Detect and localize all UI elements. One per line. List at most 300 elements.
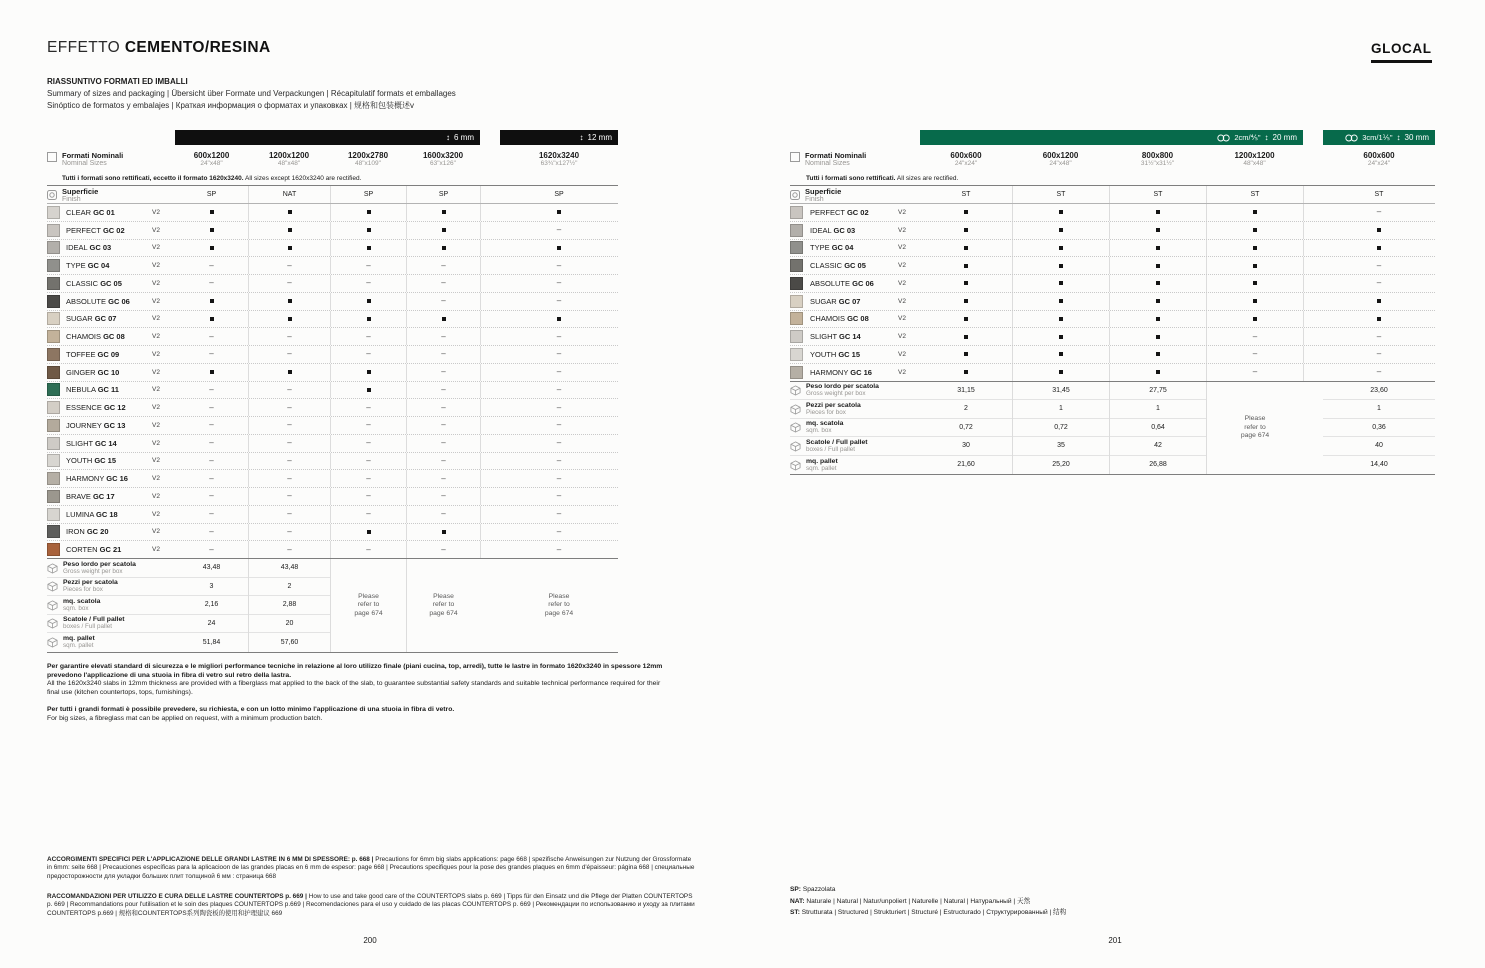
finish-code: ST bbox=[1206, 186, 1303, 203]
not-available-dash: – bbox=[287, 420, 292, 430]
availability-cell bbox=[248, 524, 330, 541]
packaging-specs bbox=[47, 559, 618, 653]
color-swatch bbox=[790, 206, 803, 219]
full-pallet-icon bbox=[790, 441, 801, 452]
page-number-right: 201 bbox=[1108, 936, 1122, 945]
thickness-badge: 2cm/⅘" bbox=[1234, 133, 1261, 142]
formats-label-cell bbox=[47, 151, 175, 167]
color-row bbox=[47, 346, 618, 364]
color-swatch bbox=[47, 525, 60, 538]
available-dot bbox=[1156, 352, 1160, 356]
availability-cell bbox=[1206, 293, 1303, 310]
page-title bbox=[47, 39, 271, 57]
color-swatch bbox=[790, 277, 803, 290]
column-gap bbox=[1303, 186, 1323, 203]
not-available-dash: – bbox=[1376, 260, 1382, 270]
thickness-bar bbox=[500, 130, 618, 145]
shade-variation: V2 bbox=[152, 404, 160, 412]
available-dot bbox=[964, 352, 968, 356]
not-available-dash: – bbox=[556, 491, 562, 501]
spec-value: 3 bbox=[175, 578, 248, 597]
availability-cell bbox=[1323, 240, 1435, 257]
spec-value: 43,48 bbox=[175, 559, 248, 578]
column-gap bbox=[480, 506, 500, 523]
availability-cell bbox=[406, 311, 480, 328]
availability-cell bbox=[500, 488, 618, 505]
available-dot bbox=[1253, 264, 1257, 268]
availability-cell bbox=[1012, 328, 1109, 345]
availability-cell bbox=[1109, 275, 1206, 292]
not-available-dash: – bbox=[209, 438, 214, 448]
availability-cell bbox=[248, 240, 330, 257]
color-name: CHAMOIS GC 08 bbox=[810, 314, 869, 324]
color-name: YOUTH GC 15 bbox=[66, 456, 117, 466]
not-available-dash: – bbox=[556, 455, 562, 465]
availability-cell bbox=[406, 257, 480, 274]
availability-cell bbox=[248, 488, 330, 505]
availability-cell bbox=[330, 257, 406, 274]
availability-cell bbox=[500, 541, 618, 558]
color-name: HARMONY GC 16 bbox=[810, 367, 872, 377]
color-name: GINGER GC 10 bbox=[66, 367, 120, 377]
color-row bbox=[790, 240, 1435, 258]
availability-cell bbox=[175, 506, 248, 523]
available-dot bbox=[288, 370, 292, 374]
not-available-dash: – bbox=[556, 420, 562, 430]
availability-cell bbox=[406, 364, 480, 381]
spec-value: 26,88 bbox=[1149, 461, 1167, 469]
spec-label-row: Peso lordo per scatola Gross weight per box bbox=[790, 382, 920, 401]
size-label: 800x800 bbox=[1141, 151, 1174, 160]
not-available-dash: – bbox=[366, 455, 371, 465]
color-swatch bbox=[47, 259, 60, 272]
shade-variation: V2 bbox=[152, 439, 160, 447]
available-dot bbox=[1377, 317, 1381, 321]
color-row bbox=[790, 204, 1435, 222]
availability-cell bbox=[248, 346, 330, 363]
precautions-footnote-lead: ACCORGIMENTI SPECIFICI PER L'APPLICAZIONE DELLE GRANDI LASTRE IN 6 MM DI SPESSORE: p. 668 | bbox=[47, 856, 374, 863]
shade-variation: V2 bbox=[152, 262, 160, 270]
thickness-label: 12 mm bbox=[587, 133, 612, 142]
availability-cell bbox=[500, 506, 618, 523]
availability-cell bbox=[248, 541, 330, 558]
shade-variation: V2 bbox=[152, 386, 160, 394]
spec-value: 0,72 bbox=[920, 419, 1012, 438]
availability-cell bbox=[248, 364, 330, 381]
spec-label-row: Pezzi per scatola Pieces for box bbox=[47, 578, 175, 597]
available-dot bbox=[288, 299, 292, 303]
column-gap bbox=[480, 346, 500, 363]
available-dot bbox=[1156, 246, 1160, 250]
color-swatch bbox=[47, 383, 60, 396]
availability-cell bbox=[500, 293, 618, 310]
not-available-dash: – bbox=[1376, 349, 1382, 359]
availability-cell bbox=[500, 346, 618, 363]
note-1-italian: Per garantire elevati standard di sicurezza e le migliori performance tecniche in relazione al loro utilizzo finale (piani cucina, top, arredi), tutte le lastre in formato 1620x3240 in spessore 12mm prevedono l'applicazione di una stuoia in fibra di vetro sul retro della lastra. bbox=[47, 663, 663, 679]
availability-cell bbox=[248, 275, 330, 292]
sqm-pallet-icon bbox=[47, 637, 58, 648]
availability-cell bbox=[175, 541, 248, 558]
finish-row bbox=[47, 186, 618, 204]
color-row bbox=[47, 417, 618, 435]
availability-cell bbox=[175, 399, 248, 416]
not-available-dash: – bbox=[441, 473, 446, 483]
availability-cell bbox=[406, 417, 480, 434]
column-gap bbox=[480, 488, 500, 505]
availability-cell bbox=[500, 222, 618, 239]
color-name: IDEAL GC 03 bbox=[66, 243, 112, 253]
shade-variation: V2 bbox=[898, 315, 906, 323]
spec-value: 2 bbox=[249, 578, 330, 597]
size-column-header bbox=[248, 151, 330, 167]
spec-label-row: Pezzi per scatola Pieces for box bbox=[790, 400, 920, 419]
swatch-cell bbox=[790, 364, 806, 381]
shade-variation: V2 bbox=[152, 457, 160, 465]
refer-note: Please refer to page 674 bbox=[1206, 382, 1303, 475]
available-dot bbox=[1059, 264, 1063, 268]
color-swatch bbox=[790, 366, 803, 379]
formats-subtitle: Nominal Sizes bbox=[62, 160, 107, 167]
availability-cell bbox=[1206, 240, 1303, 257]
availability-cell bbox=[500, 204, 618, 221]
not-available-dash: – bbox=[441, 367, 446, 377]
column-gap bbox=[480, 204, 500, 221]
not-available-dash: – bbox=[287, 278, 292, 288]
not-available-dash: – bbox=[1376, 207, 1382, 217]
size-label: 600x1200 bbox=[193, 151, 230, 160]
thickness-label: 6 mm bbox=[454, 133, 474, 142]
availability-cell bbox=[406, 240, 480, 257]
available-dot bbox=[1156, 210, 1160, 214]
not-available-dash: – bbox=[366, 278, 371, 288]
pieces-per-box-icon bbox=[47, 581, 58, 592]
thickness-badge: 3cm/1⅕" bbox=[1362, 133, 1393, 142]
color-row bbox=[790, 222, 1435, 240]
swatch-cell bbox=[47, 453, 62, 470]
available-dot bbox=[1253, 299, 1257, 303]
column-gap bbox=[480, 453, 500, 470]
available-dot bbox=[1059, 299, 1063, 303]
formats-header bbox=[790, 148, 1435, 174]
fiberglass-notes bbox=[47, 663, 669, 724]
availability-cell bbox=[248, 453, 330, 470]
not-available-dash: – bbox=[1252, 349, 1258, 359]
availability-cell bbox=[1012, 311, 1109, 328]
column-gap bbox=[480, 257, 500, 274]
availability-cell bbox=[1206, 275, 1303, 292]
availability-cell bbox=[920, 222, 1012, 239]
color-row bbox=[47, 293, 618, 311]
swatch-cell bbox=[790, 328, 806, 345]
not-available-dash: – bbox=[441, 544, 446, 554]
column-gap bbox=[1303, 240, 1323, 257]
availability-cell bbox=[406, 275, 480, 292]
spec-values-column bbox=[1012, 382, 1109, 475]
size-inches: 31½"x31½" bbox=[1140, 160, 1175, 167]
availability-cell bbox=[330, 328, 406, 345]
not-available-dash: – bbox=[209, 260, 214, 270]
not-available-dash: – bbox=[556, 438, 562, 448]
availability-cell bbox=[1206, 204, 1303, 221]
column-gap bbox=[480, 470, 500, 487]
color-swatch bbox=[47, 401, 60, 414]
shade-variation: V2 bbox=[152, 546, 160, 554]
spec-label-row: mq. pallet sqm. pallet bbox=[790, 456, 920, 475]
available-dot bbox=[1156, 299, 1160, 303]
availability-cell bbox=[1012, 293, 1109, 310]
size-label: 600x600 bbox=[950, 151, 982, 160]
not-available-dash: – bbox=[556, 278, 562, 288]
availability-cell bbox=[248, 328, 330, 345]
subtitle-line-1: Summary of sizes and packaging | Übersicht über Formate und Verpackungen | Récapitulatif formats et emballages bbox=[47, 89, 456, 98]
not-available-dash: – bbox=[209, 349, 214, 359]
color-swatch bbox=[47, 454, 60, 467]
brand-logo: GLOCAL bbox=[1371, 41, 1432, 63]
available-dot bbox=[1156, 281, 1160, 285]
spec-label-row: mq. pallet sqm. pallet bbox=[47, 633, 175, 652]
spec-value: 0,36 bbox=[1323, 419, 1435, 438]
swatch-cell bbox=[47, 257, 62, 274]
legend-nat: NAT: Naturale | Natural | Natur/unpoliert | Naturelle | Natural | Натуральный | 天然 bbox=[790, 897, 1031, 905]
availability-cell bbox=[500, 240, 618, 257]
availability-cell bbox=[1012, 240, 1109, 257]
color-name: SLIGHT GC 14 bbox=[66, 438, 117, 448]
size-column-header bbox=[175, 151, 248, 167]
thickness-label: 30 mm bbox=[1404, 133, 1429, 142]
availability-cell bbox=[175, 311, 248, 328]
availability-cell bbox=[406, 488, 480, 505]
swatch-cell bbox=[790, 311, 806, 328]
color-name: JOURNEY GC 13 bbox=[66, 420, 126, 430]
spec-value: 25,20 bbox=[1052, 461, 1070, 469]
swatch-cell bbox=[47, 222, 62, 239]
available-dot bbox=[367, 317, 371, 321]
shade-variation: V2 bbox=[152, 333, 160, 341]
swatch-cell bbox=[47, 293, 62, 310]
thickness-bar bbox=[920, 130, 1303, 145]
availability-cell bbox=[920, 311, 1012, 328]
color-row bbox=[47, 488, 618, 506]
spec-value: 27,75 bbox=[1110, 382, 1206, 401]
color-swatch bbox=[47, 437, 60, 450]
color-swatch bbox=[790, 348, 803, 361]
spec-value: 31,15 bbox=[920, 382, 1012, 401]
not-available-dash: – bbox=[366, 473, 371, 483]
not-available-dash: – bbox=[287, 384, 292, 394]
available-dot bbox=[367, 246, 371, 250]
not-available-dash: – bbox=[287, 455, 292, 465]
availability-cell bbox=[406, 524, 480, 541]
availability-cell bbox=[920, 204, 1012, 221]
finish-row bbox=[790, 186, 1435, 204]
rectified-note-regular: All sizes are rectified. bbox=[896, 175, 959, 182]
shade-variation: V2 bbox=[152, 226, 160, 234]
availability-cell bbox=[175, 257, 248, 274]
shade-variation: V2 bbox=[898, 333, 906, 341]
not-available-dash: – bbox=[287, 260, 292, 270]
finish-code: SP bbox=[206, 191, 217, 198]
color-swatch bbox=[47, 241, 60, 254]
color-row bbox=[790, 364, 1435, 382]
packaging-specs bbox=[790, 382, 1435, 476]
color-swatch bbox=[790, 330, 803, 343]
availability-cell bbox=[330, 346, 406, 363]
swatch-cell bbox=[47, 346, 62, 363]
color-swatch bbox=[47, 348, 60, 361]
not-available-dash: – bbox=[287, 526, 292, 536]
refer-note: Please refer to page 674 bbox=[544, 592, 574, 617]
gross-weight-icon bbox=[47, 563, 58, 574]
swatch-cell bbox=[47, 506, 62, 523]
swatch-cell bbox=[790, 240, 806, 257]
spec-values-column bbox=[920, 382, 1012, 475]
available-dot bbox=[964, 264, 968, 268]
formats-title: Formati Nominali bbox=[805, 151, 867, 160]
color-row bbox=[47, 506, 618, 524]
availability-cell bbox=[248, 257, 330, 274]
spec-value: 0,72 bbox=[1013, 419, 1109, 438]
swatch-cell bbox=[790, 257, 806, 274]
swatch-cell bbox=[47, 382, 62, 399]
finish-title: Superficie bbox=[62, 186, 99, 196]
shade-variation: V2 bbox=[898, 350, 906, 358]
not-available-dash: – bbox=[556, 260, 562, 270]
available-dot bbox=[442, 246, 446, 250]
available-dot bbox=[442, 530, 446, 534]
column-gap bbox=[480, 275, 500, 292]
column-gap bbox=[1303, 204, 1323, 221]
swatch-cell bbox=[790, 222, 806, 239]
collection-name: CEMENTO/RESINA bbox=[124, 39, 271, 56]
not-available-dash: – bbox=[209, 278, 214, 288]
availability-cell bbox=[500, 399, 618, 416]
availability-cell bbox=[406, 399, 480, 416]
availability-cell bbox=[248, 435, 330, 452]
available-dot bbox=[210, 299, 214, 303]
availability-cell bbox=[330, 293, 406, 310]
spec-values-column bbox=[248, 559, 330, 652]
size-inches: 24"x48" bbox=[200, 160, 223, 167]
size-column-header bbox=[406, 151, 480, 167]
color-swatch bbox=[47, 490, 60, 503]
not-available-dash: – bbox=[287, 402, 292, 412]
size-inches: 48"x109" bbox=[355, 160, 381, 167]
finish-code: SP bbox=[554, 191, 564, 198]
available-dot bbox=[964, 317, 968, 321]
shade-variation: V2 bbox=[152, 528, 160, 536]
not-available-dash: – bbox=[441, 438, 446, 448]
color-swatch bbox=[790, 259, 803, 272]
availability-cell bbox=[175, 364, 248, 381]
availability-cell bbox=[1323, 257, 1435, 274]
not-available-dash: – bbox=[441, 455, 446, 465]
availability-cell bbox=[406, 506, 480, 523]
not-available-dash: – bbox=[441, 260, 446, 270]
available-dot bbox=[557, 317, 561, 321]
available-dot bbox=[367, 299, 371, 303]
color-row bbox=[47, 204, 618, 222]
shade-variation: V2 bbox=[152, 244, 160, 252]
outdoor-icon bbox=[1345, 134, 1358, 142]
not-available-dash: – bbox=[441, 296, 446, 306]
color-swatch bbox=[790, 295, 803, 308]
page-number-left: 200 bbox=[363, 936, 377, 945]
availability-cell bbox=[175, 222, 248, 239]
available-dot bbox=[557, 246, 561, 250]
not-available-dash: – bbox=[287, 509, 292, 519]
spec-label-row: Scatole / Full pallet boxes / Full pallet bbox=[790, 437, 920, 456]
spec-value: 20 bbox=[249, 615, 330, 634]
available-dot bbox=[964, 246, 968, 250]
availability-cell bbox=[1323, 346, 1435, 363]
countertops-footnote bbox=[47, 893, 697, 918]
spec-value: 1 bbox=[1323, 400, 1435, 419]
availability-cell bbox=[1323, 328, 1435, 345]
not-available-dash: – bbox=[209, 420, 214, 430]
availability-cell bbox=[330, 275, 406, 292]
availability-cell bbox=[175, 346, 248, 363]
column-gap bbox=[480, 151, 500, 174]
precautions-footnote bbox=[47, 856, 697, 881]
not-available-dash: – bbox=[366, 509, 371, 519]
color-row bbox=[790, 257, 1435, 275]
availability-cell bbox=[920, 364, 1012, 381]
swatch-cell bbox=[790, 346, 806, 363]
availability-cell bbox=[1109, 346, 1206, 363]
not-available-dash: – bbox=[1252, 367, 1258, 377]
color-name: ABSOLUTE GC 06 bbox=[66, 296, 130, 306]
color-row bbox=[790, 328, 1435, 346]
availability-cell bbox=[406, 346, 480, 363]
not-available-dash: – bbox=[366, 260, 371, 270]
thickness-bars bbox=[790, 130, 1435, 145]
availability-cell bbox=[920, 293, 1012, 310]
sqm-box-icon bbox=[790, 422, 801, 433]
finish-code: NAT bbox=[248, 186, 330, 203]
availability-cell bbox=[406, 435, 480, 452]
availability-cell bbox=[500, 435, 618, 452]
column-gap bbox=[1303, 311, 1323, 328]
available-dot bbox=[210, 317, 214, 321]
thickness-label: 20 mm bbox=[1272, 133, 1297, 142]
availability-cell bbox=[175, 470, 248, 487]
available-dot bbox=[557, 210, 561, 214]
column-gap bbox=[1303, 328, 1323, 345]
not-available-dash: – bbox=[366, 420, 371, 430]
not-available-dash: – bbox=[209, 491, 214, 501]
countertops-footnote-lead: RACCOMANDAZIONI PER UTILIZZO E CURA DELLE LASTRE COUNTERTOPS p. 669 | bbox=[47, 893, 307, 900]
availability-cell bbox=[330, 364, 406, 381]
availability-cell bbox=[248, 399, 330, 416]
size-inches: 63¾"x127½" bbox=[540, 160, 578, 167]
finish-code: SP bbox=[330, 186, 406, 203]
spec-labels bbox=[790, 382, 920, 475]
availability-cell bbox=[1012, 346, 1109, 363]
finish-icon bbox=[47, 190, 57, 200]
rectified-note-bold: Tutti i formati sono rettificati, eccetto il formato 1620x3240. bbox=[62, 175, 244, 182]
spec-values-column bbox=[1109, 382, 1206, 475]
not-available-dash: – bbox=[209, 384, 214, 394]
swatch-cell bbox=[47, 435, 62, 452]
gross-weight-icon bbox=[790, 385, 801, 396]
subtitle-line-2: Sinóptico de formatos y embalajes | Краткая информация о форматах и упаковках | 规格和包装概述v bbox=[47, 101, 415, 110]
size-inches: 24"x24" bbox=[954, 160, 978, 167]
shade-variation: V2 bbox=[152, 279, 160, 287]
availability-cell bbox=[175, 435, 248, 452]
rectified-note-regular: All sizes except 1620x3240 are rectified. bbox=[245, 175, 362, 182]
color-swatch bbox=[47, 543, 60, 556]
availability-cell bbox=[920, 257, 1012, 274]
